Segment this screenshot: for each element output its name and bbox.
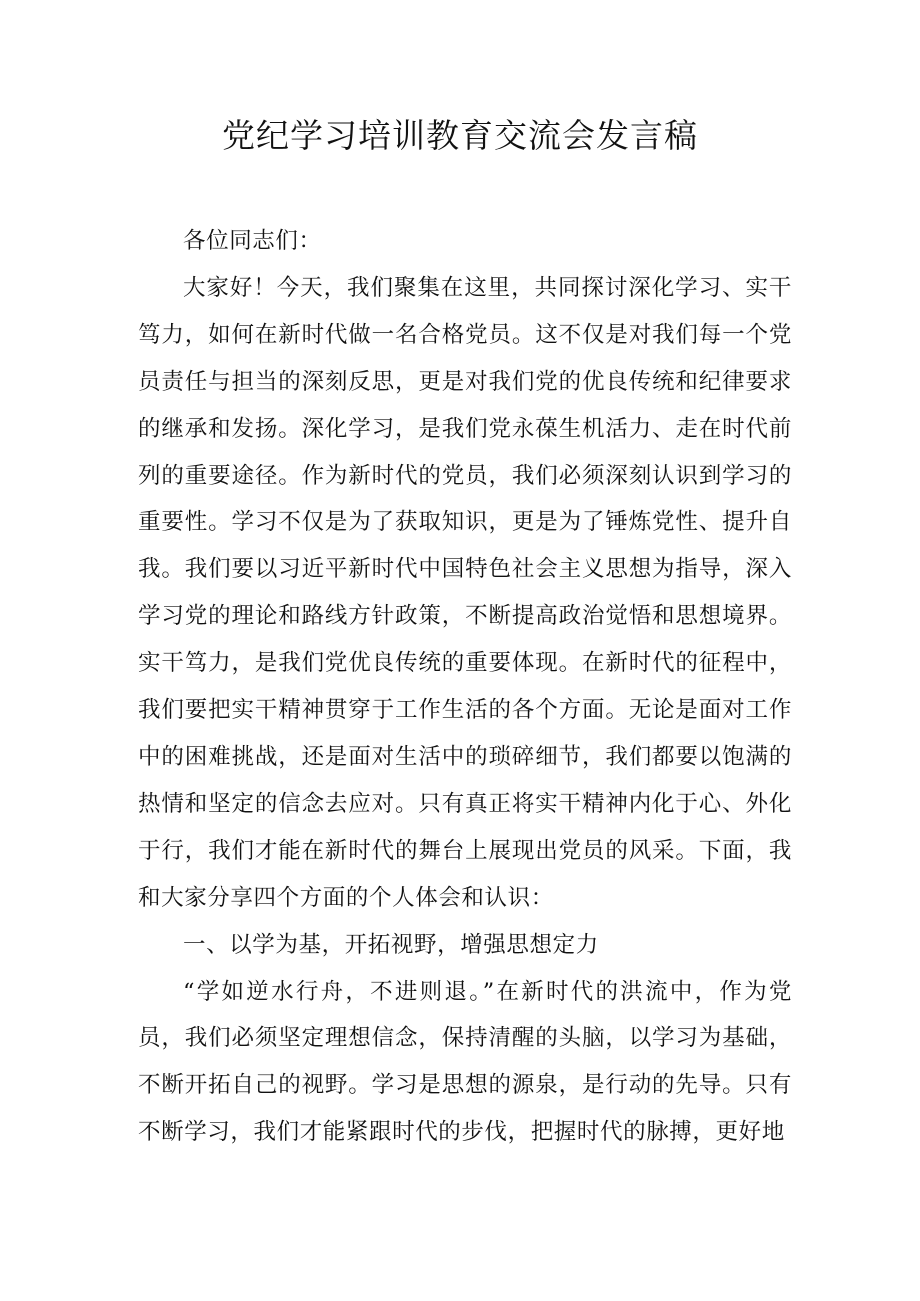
document-body	[138, 218, 792, 1156]
paragraph-1: 大家好！今天，我们聚集在这里，共同探讨深化学习、实干笃力，如何在新时代做一名合格党员。这不仅是对我们每一个党员责任与担当的深刻反思，更是对我们党的优良传统和纪律要求的继承和发扬。深化学习，是我们党永葆生机活力、走在时代前列的重要途径。作为新时代的党员，我们必须深刻认识到学习的重要性。学习不仅是为了获取知识，更是为了锤炼党性、提升自我。我们要以习近平新时代中国特色社会主义思想为指导，深入学习党的理论和路线方针政策，不断提高政治觉悟和思想境界。实干笃力，是我们党优良传统的重要体现。在新时代的征程中，我们要把实干精神贯穿于工作生活的各个方面。无论是面对工作中的困难挑战，还是面对生活中的琐碎细节，我们都要以饱满的热情和坚定的信念去应对。只有真正将实干精神内化于心、外化于行，我们才能在新时代的舞台上展现出党员的风采。下面，我和大家分享四个方面的个人体会和认识：	[138, 274, 792, 911]
paragraph-2: “学如逆水行舟，不进则退。”在新时代的洪流中，作为党员，我们必须坚定理想信念，保持清醒的头脑，以学习为基础，不断开拓自己的视野。学习是思想的源泉，是行动的先导。只有不断学习，我们才能紧跟时代的步伐，把握时代的脉搏，更好地	[138, 978, 792, 1146]
section-heading-1: 一、以学为基，开拓视野，增强思想定力	[183, 931, 599, 958]
document-title: 党纪学习培训教育交流会发言稿	[222, 116, 698, 155]
salutation: 各位同志们：	[183, 228, 322, 254]
